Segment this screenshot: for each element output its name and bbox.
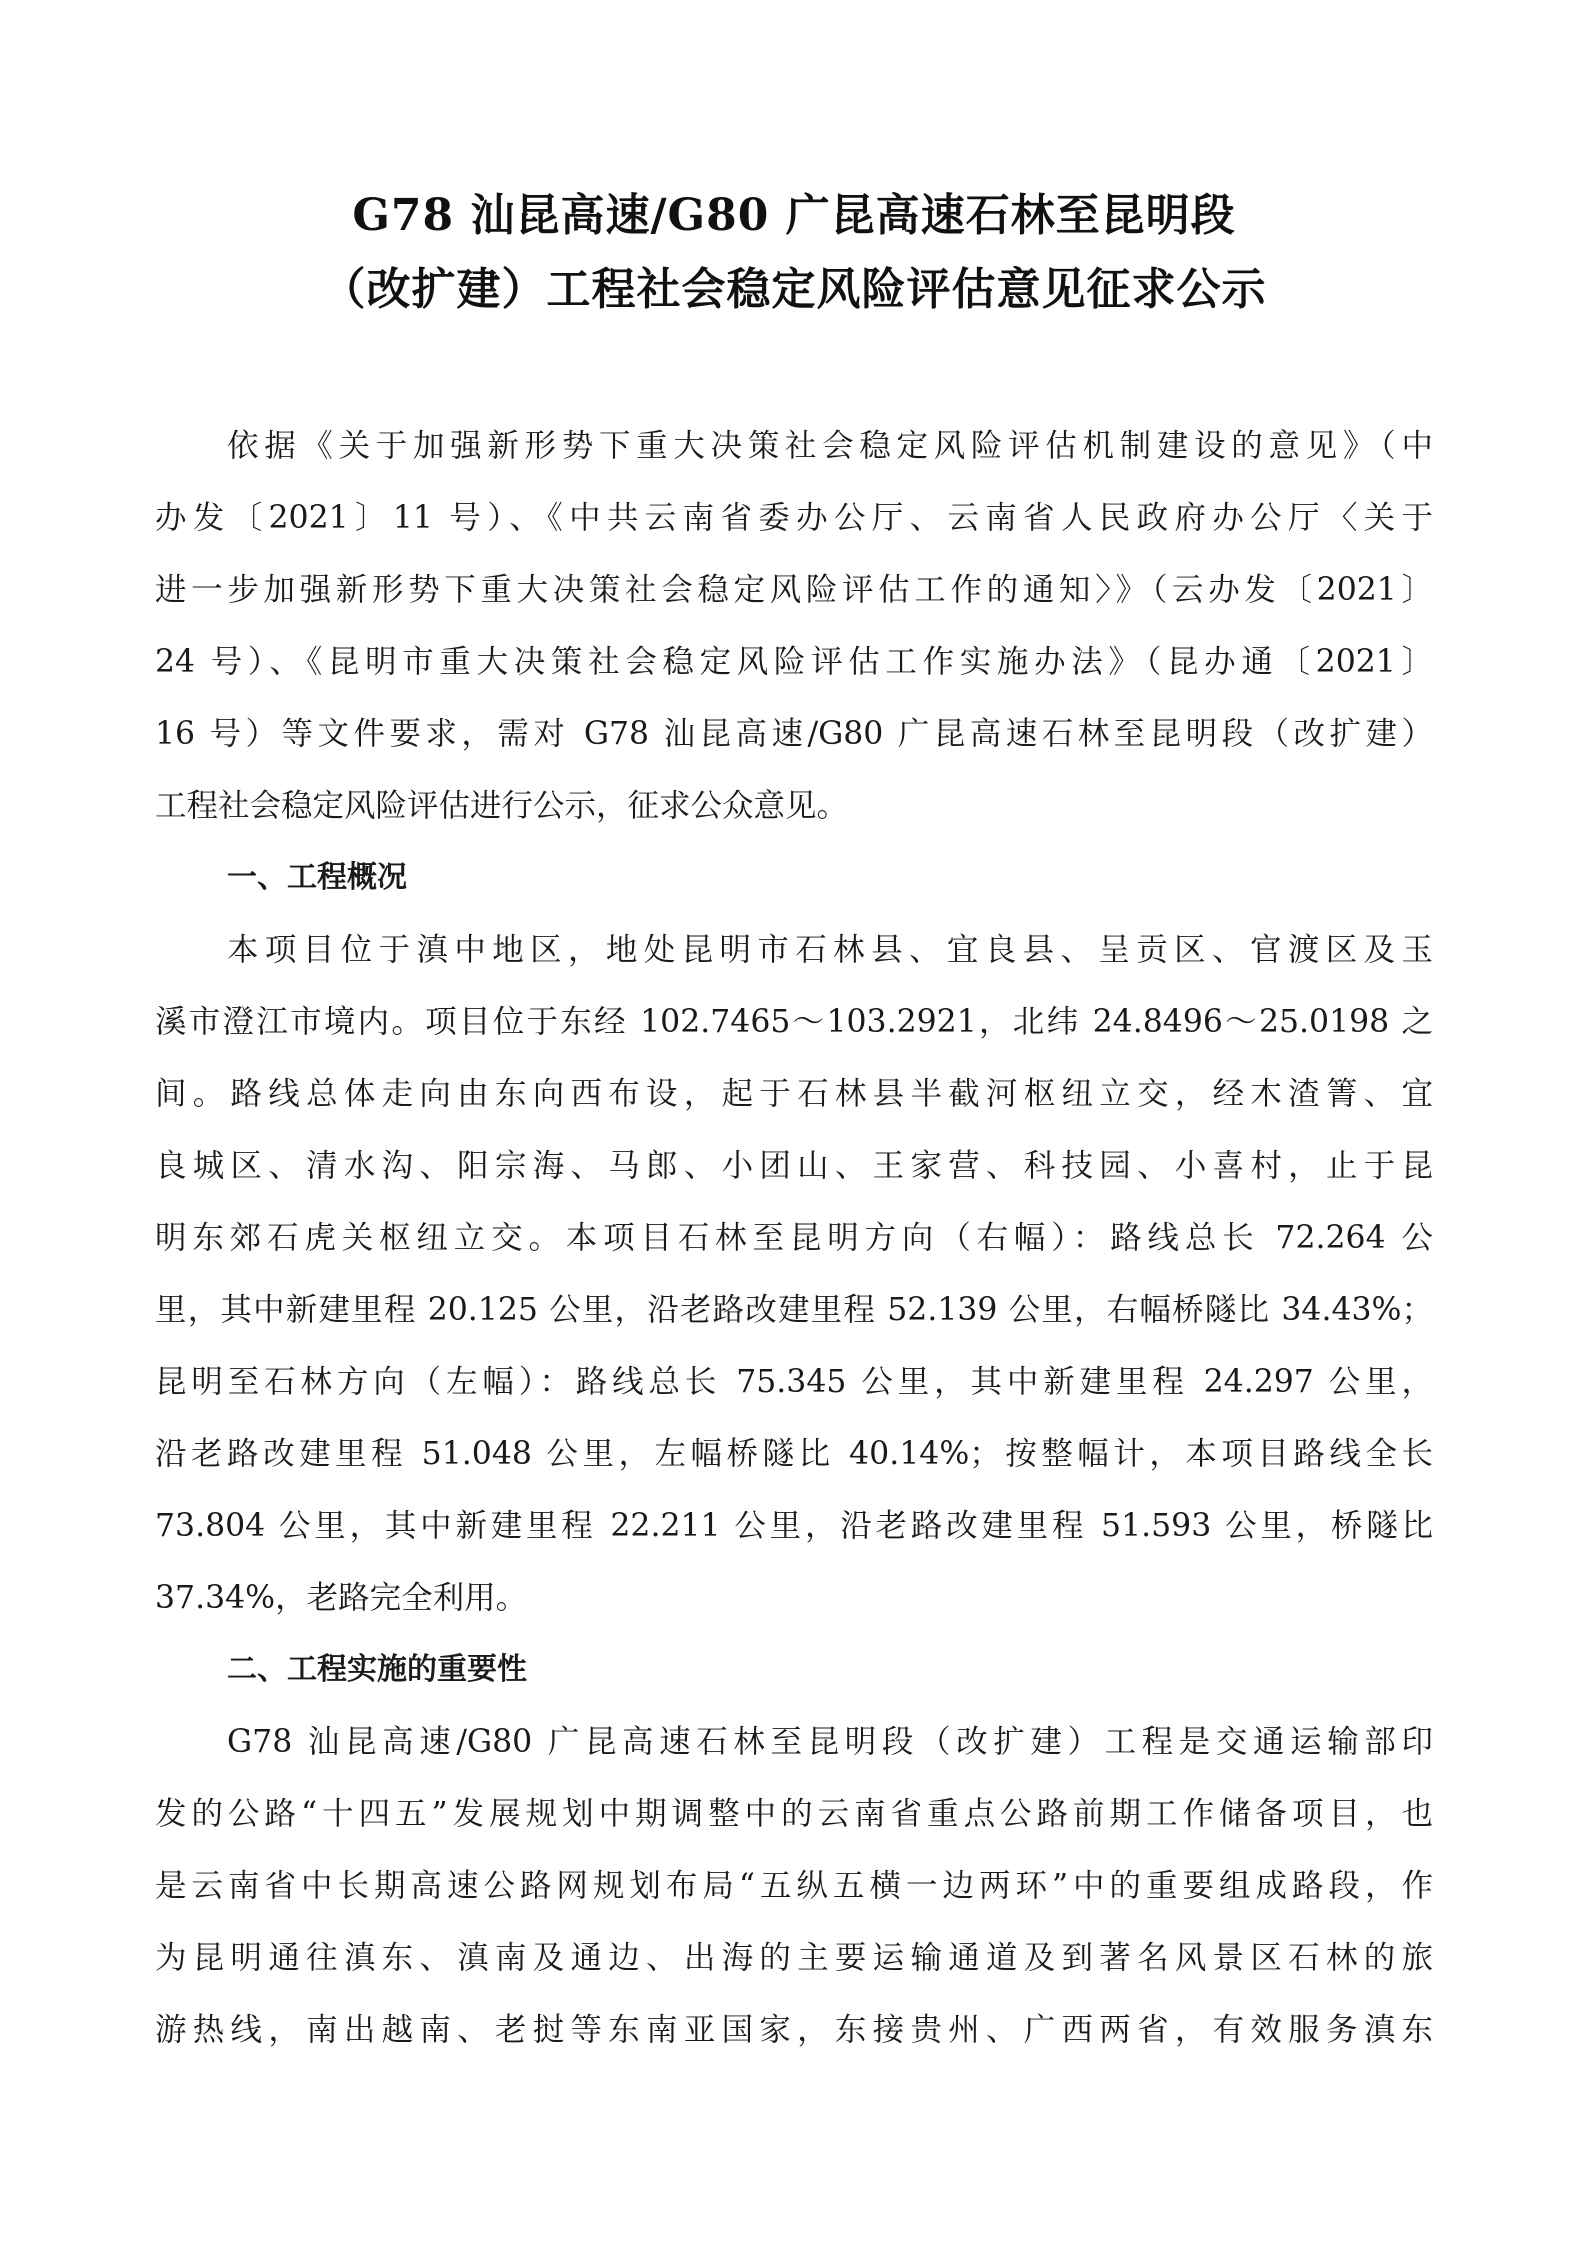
section2-line: 是云南省中长期高速公路网规划布局“五纵五横一边两环”中的重要组成路段，作 bbox=[155, 1868, 1433, 1904]
section1-line: 37.34%，老路完全利用。 bbox=[155, 1580, 528, 1616]
section1-line: 本项目位于滇中地区，地处昆明市石林县、宜良县、呈贡区、官渡区及玉 bbox=[227, 932, 1433, 968]
section1-line: 73.804 公里，其中新建里程 22.211 公里，沿老路改建里程 51.593 公里，桥隧比 bbox=[155, 1508, 1433, 1544]
section1-line: 明东郊石虎关枢纽立交。本项目石林至昆明方向（右幅）：路线总长 72.264 公 bbox=[155, 1220, 1433, 1256]
document-title-line-2: （改扩建）工程社会稳定风险评估意见征求公示 bbox=[321, 264, 1267, 315]
intro-line: 工程社会稳定风险评估进行公示，征求公众意见。 bbox=[155, 788, 849, 824]
section1-line: 溪市澄江市境内。项目位于东经 102.7465～103.2921，北纬 24.8496～25.0198 之 bbox=[155, 1004, 1433, 1040]
section1-line: 昆明至石林方向（左幅）：路线总长 75.345 公里，其中新建里程 24.297 公里， bbox=[155, 1364, 1433, 1400]
intro-line: 16 号）等文件要求，需对 G78 汕昆高速/G80 广昆高速石林至昆明段（改扩建） bbox=[155, 716, 1433, 752]
intro-line: 进一步加强新形势下重大决策社会稳定风险评估工作的通知〉》（云办发〔2021〕 bbox=[155, 572, 1433, 608]
section1-line: 里，其中新建里程 20.125 公里，沿老路改建里程 52.139 公里，右幅桥隧比 34.43%； bbox=[155, 1292, 1433, 1328]
section2-line: 发的公路“十四五”发展规划中期调整中的云南省重点公路前期工作储备项目，也 bbox=[155, 1796, 1433, 1832]
document-title-line-1: G78 汕昆高速/G80 广昆高速石林至昆明段 bbox=[352, 190, 1236, 241]
intro-line: 24 号）、《昆明市重大决策社会稳定风险评估工作实施办法》（昆办通〔2021〕 bbox=[155, 644, 1433, 680]
intro-line: 依据《关于加强新形势下重大决策社会稳定风险评估机制建设的意见》（中 bbox=[227, 428, 1433, 464]
section2-line: 游热线，南出越南、老挝等东南亚国家，东接贵州、广西两省，有效服务滇东 bbox=[155, 2012, 1433, 2048]
document-body bbox=[155, 410, 1433, 2066]
section2-line: G78 汕昆高速/G80 广昆高速石林至昆明段（改扩建）工程是交通运输部印 bbox=[227, 1724, 1433, 1760]
intro-line: 办发〔2021〕11 号）、《中共云南省委办公厅、云南省人民政府办公厅〈关于 bbox=[155, 500, 1433, 536]
section2-line: 为昆明通往滇东、滇南及通边、出海的主要运输通道及到著名风景区石林的旅 bbox=[155, 1940, 1433, 1976]
section-heading-importance: 二、工程实施的重要性 bbox=[227, 1652, 527, 1687]
section-heading-project-overview: 一、工程概况 bbox=[227, 860, 407, 895]
section1-line: 沿老路改建里程 51.048 公里，左幅桥隧比 40.14%；按整幅计，本项目路线全长 bbox=[155, 1436, 1433, 1472]
section1-line: 间。路线总体走向由东向西布设，起于石林县半截河枢纽立交，经木渣箐、宜 bbox=[155, 1076, 1433, 1112]
section1-line: 良城区、清水沟、阳宗海、马郎、小团山、王家营、科技园、小喜村，止于昆 bbox=[155, 1148, 1433, 1184]
